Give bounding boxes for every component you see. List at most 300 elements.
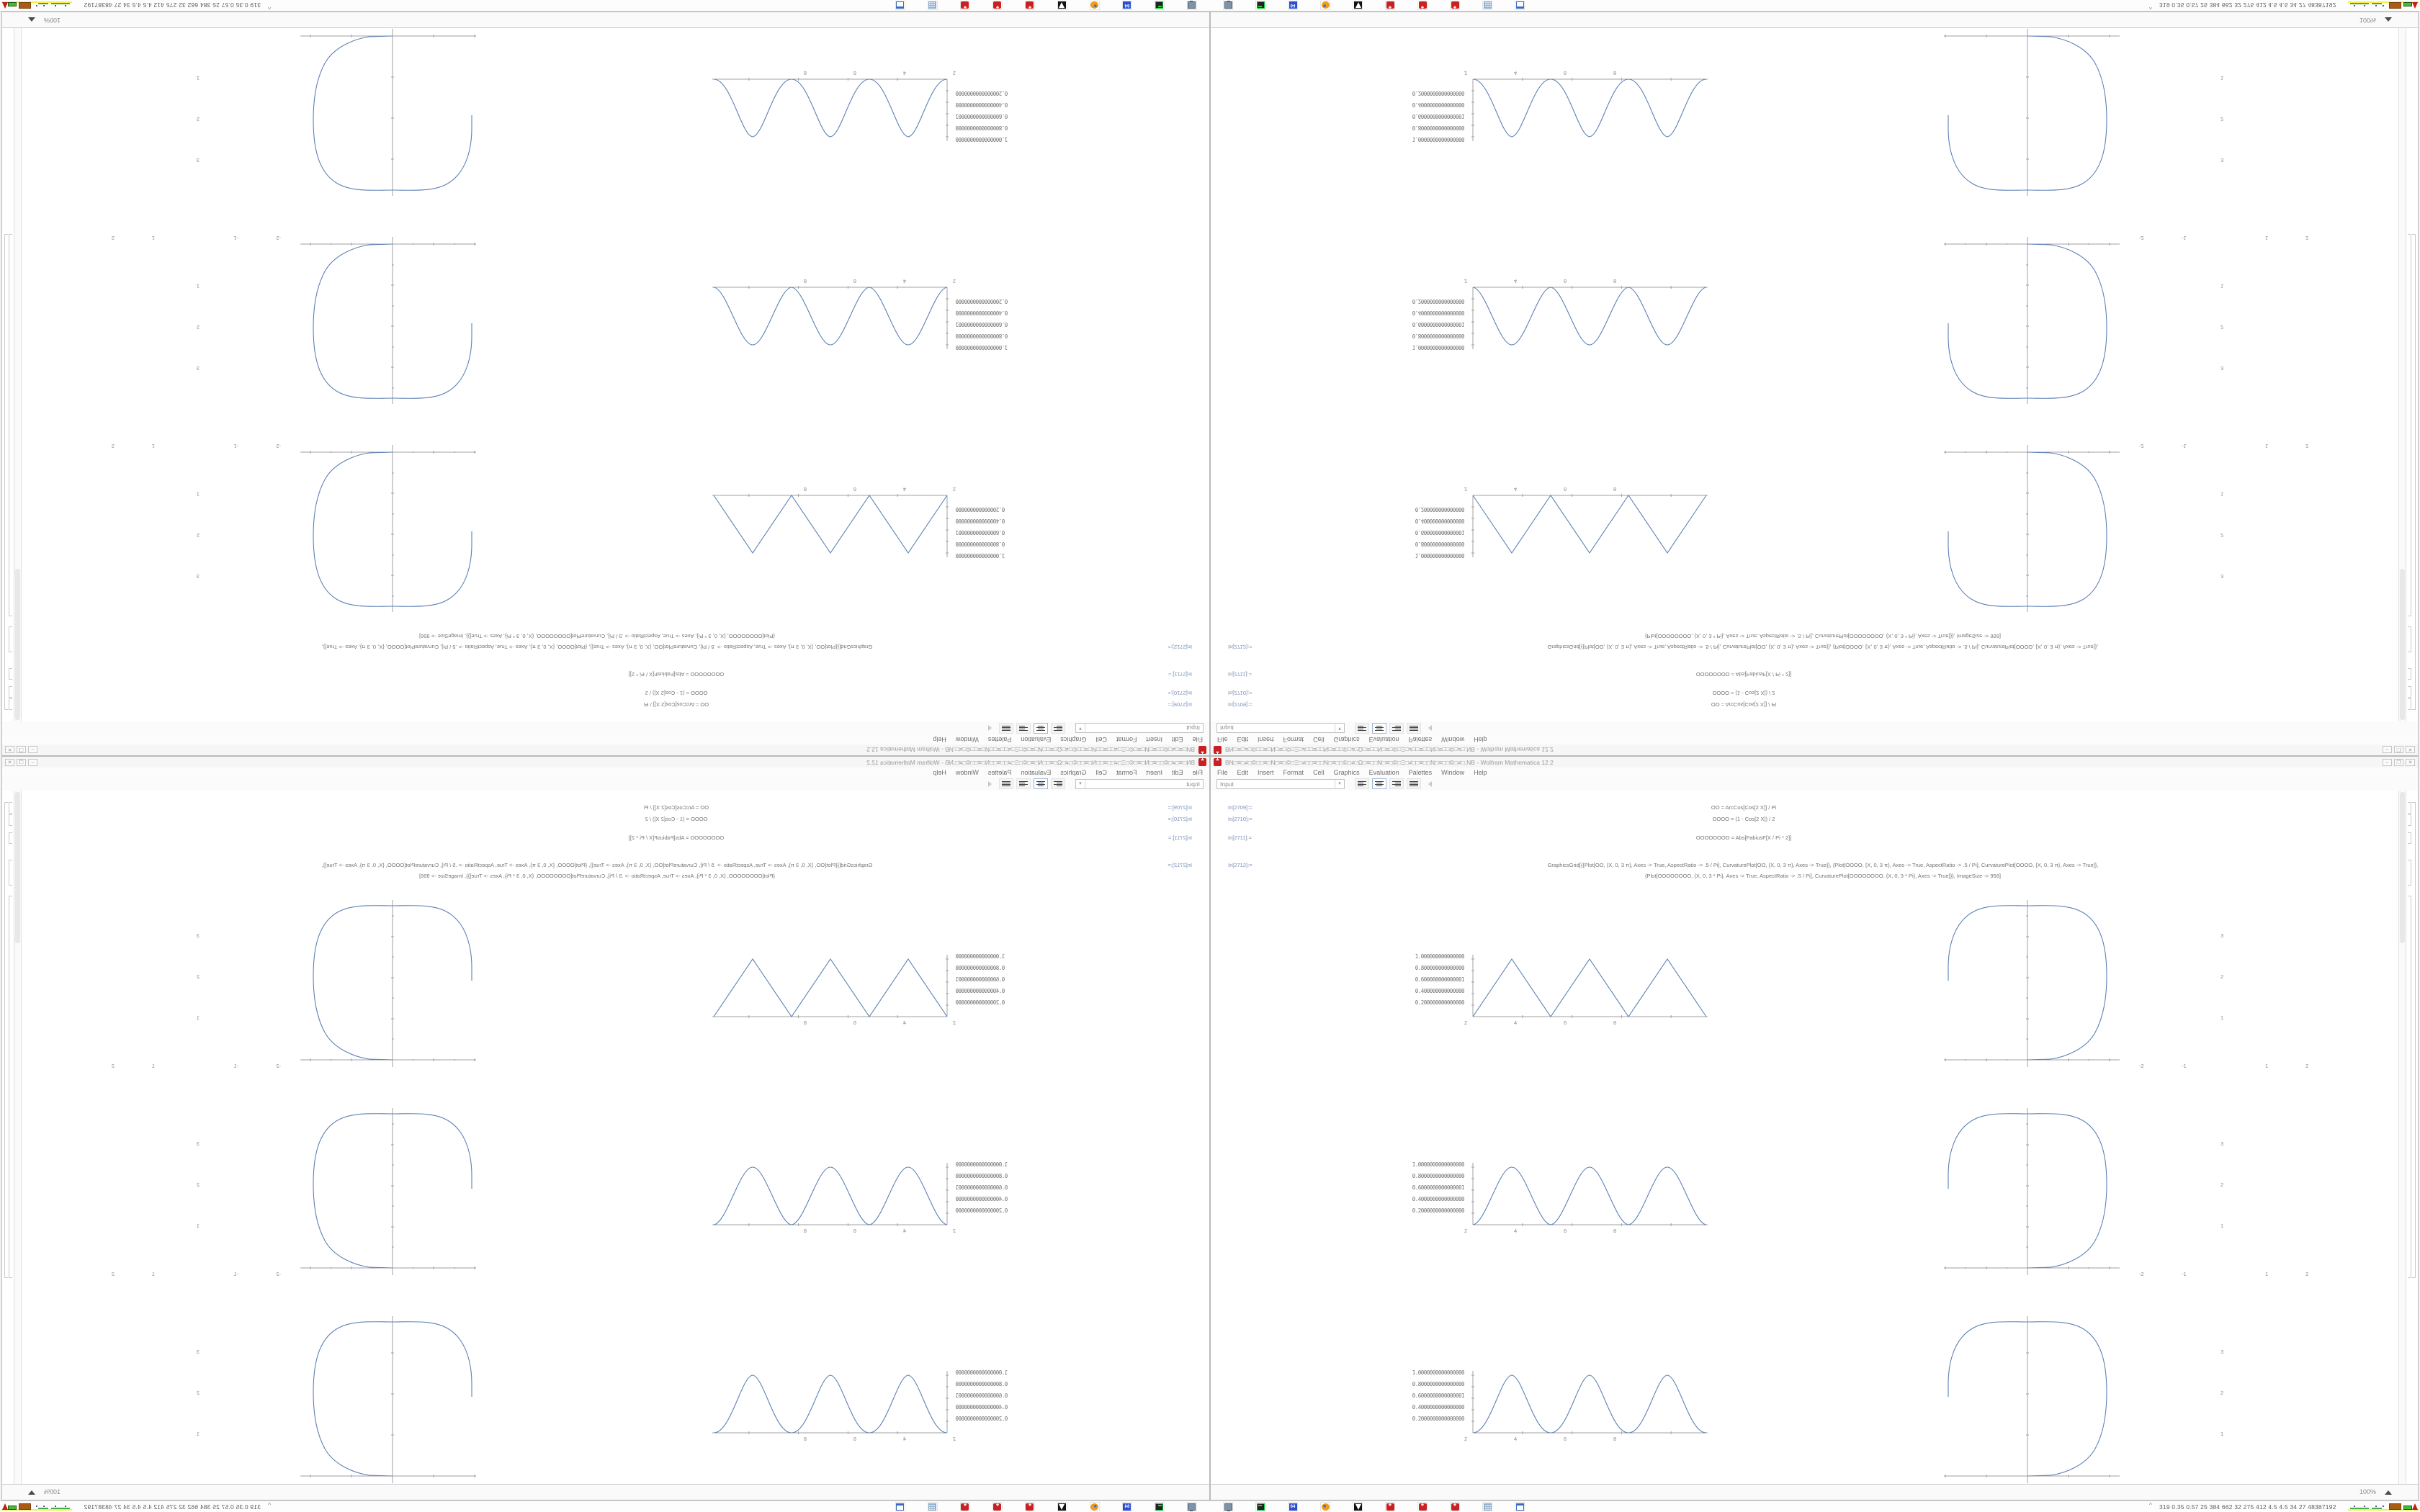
magnification-menu-icon[interactable] <box>28 17 35 22</box>
graphics-grid-row <box>21 26 1209 200</box>
sq-y-tick: 1 <box>2220 1223 2224 1229</box>
menu-insert[interactable]: Insert <box>1146 736 1162 744</box>
cell-bracket[interactable] <box>9 860 12 886</box>
in-label: In[2712]:= <box>1168 862 1192 868</box>
taskbar-red-gear-icon[interactable]: * <box>992 1 1003 10</box>
sq-y-tick: 2 <box>2220 532 2224 539</box>
cell-bracket[interactable] <box>9 802 12 814</box>
notebook-content[interactable] <box>2 26 1209 721</box>
sq-x-tick: -1 <box>2182 443 2187 449</box>
vertical-scrollbar[interactable] <box>2398 791 2406 1486</box>
align-left-button[interactable] <box>1051 723 1065 734</box>
minimize-button[interactable]: – <box>28 747 37 754</box>
tray-expander-icon[interactable]: ^ <box>268 4 271 10</box>
restore-button[interactable]: ❐ <box>2394 759 2403 766</box>
menu-format[interactable]: Format <box>1283 768 1304 776</box>
y-tick-label: 0.6000000000000001 <box>956 1184 1008 1191</box>
cell-group-bracket[interactable] <box>2412 802 2416 1278</box>
menu-insert[interactable]: Insert <box>1146 768 1162 776</box>
scrollbar-thumb[interactable] <box>15 569 20 720</box>
taskbar-terminal-icon[interactable] <box>1255 1 1265 10</box>
align-center-button[interactable] <box>1034 778 1048 789</box>
taskbar-calculator-icon[interactable] <box>928 1 938 10</box>
y-tick-label: 0.4000000000000000 <box>1412 310 1464 316</box>
menu-window[interactable]: Window <box>955 768 979 776</box>
input-cell-code[interactable]: {Plot[OOOOOOOO, {X, 0, 3 * Pi}, Axes -> True, AspectRatio -> .5 / Pi], CurvaturePlot[OOOOOOOO, {X, 0, 3 * Pi}, Axes -> True]}}, ImageSize -> 956] <box>419 873 775 879</box>
menu-graphics[interactable]: Graphics <box>1333 768 1360 776</box>
curvature-plot <box>1942 214 2123 408</box>
cell-bracket[interactable] <box>2408 860 2411 886</box>
cell-style-dropdown[interactable] <box>1075 779 1204 789</box>
x-tick-label: 6 <box>853 70 856 76</box>
align-justify-button[interactable] <box>1407 723 1421 734</box>
menu-window[interactable]: Window <box>1441 768 1465 776</box>
sq-y-tick: 3 <box>196 573 200 580</box>
taskbar-red-gear-icon[interactable]: * <box>960 1 970 10</box>
cell-style-value: Input <box>1220 724 1234 732</box>
magnification-value[interactable]: 100% <box>44 1488 61 1495</box>
y-tick-label: 0.200000000000000 <box>1415 999 1464 1006</box>
tray-meter-green <box>8 2 17 6</box>
x-tick-label: 4 <box>902 486 906 492</box>
cpu-graph-green <box>38 1508 48 1509</box>
graphics-grid-row <box>1211 408 2399 616</box>
taskbar-black-diamond-icon[interactable] <box>1057 1502 1067 1511</box>
desktop-taskbar <box>0 1500 1210 1512</box>
menu-window[interactable]: Window <box>955 736 979 744</box>
output-cell-bracket[interactable] <box>9 234 12 616</box>
taskbar-monitor-icon[interactable] <box>1223 1502 1233 1511</box>
input-cell-code[interactable]: OOOOOOOO = Abs[FabiusF[X / Pi * 2]] <box>628 834 725 841</box>
format-toolbar <box>2 721 1209 735</box>
input-cell-code[interactable]: GraphicsGrid[{{Plot[OO, {X, 0, 3 π}, Axes -> True, AspectRatio -> .5 / Pi], CurvaturePlot[OO, {X, 0, 3 π}, Axes -> True]}, {Plot[OOOO, {X, 0, 3 π}, Axes -> True, AspectRatio -> .5 / Pi], CurvaturePlot[OOOO, {X, 0, 3 π}, Axes -> True]}, <box>1547 644 2099 650</box>
menu-cell[interactable]: Cell <box>1095 736 1107 744</box>
sq-x-tick: -1 <box>2182 235 2187 241</box>
menu-palettes[interactable]: Palettes <box>987 736 1012 744</box>
menu-window[interactable]: Window <box>1441 736 1465 744</box>
x-tick-label: 8 <box>1613 278 1617 284</box>
taskbar-red-gear-icon[interactable]: * <box>1450 1 1460 10</box>
taskbar-floppy-64-icon[interactable]: 64 <box>1122 1502 1132 1511</box>
taskbar-firefox-icon[interactable] <box>1090 1 1100 10</box>
system-stats-text: 319 0.35 0.57 25 384 662 32 275 412 4.5 4.5 34 27 48387192 <box>84 1 261 9</box>
menu-help[interactable]: Help <box>933 768 946 776</box>
graph-dot-purple <box>2375 1506 2377 1507</box>
taskbar-calculator-icon[interactable] <box>928 1502 938 1511</box>
desktop-taskbar <box>0 0 1210 12</box>
align-right-button[interactable] <box>1389 778 1404 789</box>
mathematica-app-icon: * <box>1198 758 1206 766</box>
align-center-button[interactable] <box>1372 723 1386 734</box>
cpu-graph-green <box>51 1508 70 1509</box>
system-tray-graphs <box>0 1 72 11</box>
x-tick-label: 8 <box>1613 1020 1617 1026</box>
input-cell-code[interactable]: OOOO = (1 - Cos[2 X]) / 2 <box>1712 816 1775 822</box>
scrollbar-thumb[interactable] <box>2400 569 2405 720</box>
cell-style-dropdown[interactable] <box>1216 724 1345 734</box>
align-left-button[interactable] <box>1355 778 1369 789</box>
menu-cell[interactable]: Cell <box>1313 736 1325 744</box>
align-justify-button[interactable] <box>1407 778 1421 789</box>
sq-x-tick: -1 <box>233 1271 238 1277</box>
y-tick-label: 0.8000000000000000 <box>1412 333 1464 339</box>
fabius-plot <box>711 1369 956 1441</box>
menu-help[interactable]: Help <box>1474 768 1487 776</box>
chevron-down-icon[interactable]: ▾ <box>1076 780 1085 788</box>
sq-y-tick: 1 <box>196 1431 200 1437</box>
input-cell-code[interactable]: {Plot[OOOOOOOO, {X, 0, 3 * Pi}, Axes -> True, AspectRatio -> .5 / Pi], CurvaturePlot[OOOOOOOO, {X, 0, 3 * Pi}, Axes -> True]}}, ImageSize -> 956] <box>419 633 775 639</box>
taskbar-calculator-icon[interactable] <box>1482 1502 1492 1511</box>
sq-y-tick: 3 <box>2220 573 2224 580</box>
window-titlebar[interactable] <box>2 744 1209 755</box>
magnification-value[interactable]: 100% <box>2359 17 2376 24</box>
menu-cell[interactable]: Cell <box>1095 768 1107 776</box>
graphics-grid-row <box>1211 1104 2399 1312</box>
input-cell-code[interactable]: GraphicsGrid[{{Plot[OO, {X, 0, 3 π}, Axes -> True, AspectRatio -> .5 / Pi], CurvaturePlot[OO, {X, 0, 3 π}, Axes -> True]}, {Plot[OOOO, {X, 0, 3 π}, Axes -> True, AspectRatio -> .5 / Pi], CurvaturePlot[OOOO, {X, 0, 3 π}, Axes -> True]}, <box>321 644 873 650</box>
notebook-content[interactable] <box>1211 791 2418 1486</box>
menu-format[interactable]: Format <box>1283 736 1304 744</box>
y-tick-label: 0.8000000000000000 <box>956 333 1008 339</box>
cell-bracket[interactable] <box>2408 698 2411 710</box>
window-titlebar[interactable] <box>1211 757 2418 768</box>
y-tick-label: 0.4000000000000000 <box>1412 1196 1464 1202</box>
align-left-button[interactable] <box>1355 723 1369 734</box>
sq-y-tick: 3 <box>196 157 200 163</box>
menu-help[interactable]: Help <box>1474 736 1487 744</box>
taskbar-red-gear-icon[interactable]: * <box>1025 1 1035 10</box>
graph-dot-purple <box>55 5 56 6</box>
input-cell-code[interactable]: OO = ArcCos[Cos[2 X]] / Pi <box>1711 701 1777 708</box>
y-tick-label: 0.4000000000000000 <box>956 1404 1008 1410</box>
menu-graphics[interactable]: Graphics <box>1060 768 1087 776</box>
y-tick-label: 0.2000000000000000 <box>956 90 1008 96</box>
vertical-scrollbar[interactable] <box>14 791 22 1486</box>
menu-edit[interactable]: Edit <box>1171 736 1183 744</box>
sq-y-tick: 2 <box>2220 324 2224 330</box>
window-titlebar[interactable] <box>1211 744 2418 755</box>
taskbar-firefox-icon[interactable] <box>1090 1502 1100 1511</box>
cell-bracket[interactable] <box>9 686 12 698</box>
taskbar-black-diamond-icon[interactable] <box>1353 1 1363 10</box>
x-tick-label: 2 <box>952 1436 956 1442</box>
y-tick-label: 0.800000000000000 <box>1415 541 1464 547</box>
menu-cell[interactable]: Cell <box>1313 768 1325 776</box>
sq-y-tick: 2 <box>196 324 200 330</box>
in-label: In[2711]:= <box>1168 671 1192 678</box>
format-toolbar <box>1211 721 2418 735</box>
input-cell-code[interactable]: OOOOOOOO = Abs[FabiusF[X / Pi * 2]] <box>1695 671 1792 678</box>
graphics-grid-row <box>1211 896 2399 1104</box>
system-tray-graphs <box>0 1501 72 1511</box>
input-cell-code[interactable]: OOOO = (1 - Cos[2 X]) / 2 <box>1712 690 1775 696</box>
in-label: In[2709]:= <box>1228 701 1252 708</box>
vertical-scrollbar[interactable] <box>14 26 22 721</box>
y-tick-label: 0.4000000000000000 <box>956 102 1008 108</box>
collapse-toolbar-icon[interactable] <box>988 781 992 787</box>
y-tick-label: 0.2000000000000000 <box>1412 90 1464 96</box>
input-cell-code[interactable]: OOOOOOOO = Abs[FabiusF[X / Pi * 2]] <box>628 671 725 678</box>
x-tick-label: 2 <box>1464 1228 1468 1234</box>
cell-bracket[interactable] <box>9 814 12 826</box>
y-tick-labels <box>956 494 1028 559</box>
sq-y-tick: 2 <box>2220 116 2224 122</box>
taskbar-red-gear-icon[interactable]: * <box>1385 1 1395 10</box>
align-right-button[interactable] <box>1016 723 1031 734</box>
tray-flame-red <box>2412 1503 2418 1510</box>
close-button[interactable]: ✕ <box>2406 747 2415 754</box>
cell-bracket[interactable] <box>2408 802 2411 814</box>
close-button[interactable]: ✕ <box>5 759 14 766</box>
cell-group-bracket[interactable] <box>4 802 8 1278</box>
graph-dot-purple <box>65 5 66 6</box>
align-center-button[interactable] <box>1034 723 1048 734</box>
menu-insert[interactable]: Insert <box>1258 768 1274 776</box>
sq-y-tick: 2 <box>196 973 200 980</box>
taskbar-terminal-icon[interactable] <box>1155 1502 1165 1511</box>
taskbar-red-gear-icon[interactable]: * <box>1385 1502 1395 1511</box>
tray-meter-green <box>8 1506 17 1510</box>
y-tick-label: 1.000000000000000 <box>1415 552 1464 559</box>
system-tray-graphs <box>2348 1 2420 11</box>
taskbar-red-gear-icon[interactable]: * <box>992 1502 1003 1511</box>
cell-style-dropdown[interactable] <box>1075 724 1204 734</box>
notebook-content[interactable] <box>1211 26 2418 721</box>
mathematica-app-icon: * <box>1198 746 1206 754</box>
taskbar-red-gear-icon[interactable]: * <box>1025 1502 1035 1511</box>
taskbar-floppy-64-icon[interactable]: 64 <box>1288 1 1298 10</box>
input-cell-code[interactable]: GraphicsGrid[{{Plot[OO, {X, 0, 3 π}, Axes -> True, AspectRatio -> .5 / Pi], CurvaturePlot[OO, {X, 0, 3 π}, Axes -> True]}, {Plot[OOOO, {X, 0, 3 π}, Axes -> True, AspectRatio -> .5 / Pi], CurvaturePlot[OOOO, {X, 0, 3 π}, Axes -> True]}, <box>321 862 873 868</box>
magnification-value[interactable]: 100% <box>44 17 61 24</box>
taskbar-calculator-icon[interactable] <box>1482 1 1492 10</box>
vertical-scrollbar[interactable] <box>2398 26 2406 721</box>
cell-bracket[interactable] <box>2408 814 2411 826</box>
chevron-down-icon[interactable]: ▾ <box>1335 780 1344 788</box>
cell-bracket[interactable] <box>9 832 12 844</box>
sq-x-tick: 1 <box>151 235 155 241</box>
taskbar-monitor-icon[interactable] <box>1187 1 1197 10</box>
input-cell-code[interactable]: OOOO = (1 - Cos[2 X]) / 2 <box>645 816 708 822</box>
window-statusbar <box>1211 12 2418 28</box>
input-cell-code[interactable]: GraphicsGrid[{{Plot[OO, {X, 0, 3 π}, Axes -> True, AspectRatio -> .5 / Pi], CurvaturePlot[OO, {X, 0, 3 π}, Axes -> True]}, {Plot[OOOO, {X, 0, 3 π}, Axes -> True, AspectRatio -> .5 / Pi], CurvaturePlot[OOOO, {X, 0, 3 π}, Axes -> True]}, <box>1547 862 2099 868</box>
magnification-menu-icon[interactable] <box>28 1490 35 1495</box>
sq-x-tick: -1 <box>2182 1063 2187 1069</box>
curvature-plot <box>297 1104 478 1298</box>
window-statusbar <box>2 1484 1209 1500</box>
taskbar-floppy-64-icon[interactable]: 64 <box>1122 1 1132 10</box>
input-cell-code[interactable]: OO = ArcCos[Cos[2 X]] / Pi <box>643 804 709 811</box>
cell-style-dropdown[interactable] <box>1216 779 1345 789</box>
menu-palettes[interactable]: Palettes <box>1408 768 1433 776</box>
x-tick-label: 4 <box>902 1020 906 1026</box>
y-tick-label: 1.000000000000000 <box>956 552 1005 559</box>
taskbar-red-gear-icon[interactable]: * <box>1450 1502 1460 1511</box>
y-tick-label: 0.8000000000000000 <box>1412 1173 1464 1179</box>
x-tick-label: 4 <box>1514 70 1518 76</box>
menu-file[interactable]: File <box>1192 768 1203 776</box>
taskbar-black-diamond-icon[interactable] <box>1353 1502 1363 1511</box>
collapse-toolbar-icon[interactable] <box>1428 726 1432 732</box>
y-tick-labels <box>1392 78 1464 143</box>
menu-evaluation[interactable]: Evaluation <box>1021 736 1052 744</box>
input-cell-code[interactable]: {Plot[OOOOOOOO, {X, 0, 3 * Pi}, Axes -> True, AspectRatio -> .5 / Pi], CurvaturePlot[OOOOOOOO, {X, 0, 3 * Pi}, Axes -> True]}}, ImageSize -> 956] <box>1645 873 2001 879</box>
y-tick-label: 0.200000000000000 <box>1415 506 1464 513</box>
menu-evaluation[interactable]: Evaluation <box>1021 768 1052 776</box>
minimize-button[interactable]: – <box>2383 747 2392 754</box>
close-button[interactable]: ✕ <box>2406 759 2415 766</box>
sq-y-tick: 1 <box>2220 1431 2224 1437</box>
align-right-button[interactable] <box>1016 778 1031 789</box>
menu-file[interactable]: File <box>1217 736 1228 744</box>
cell-bracket[interactable] <box>2408 686 2411 698</box>
sq-x-tick: 2 <box>111 443 115 449</box>
magnification-menu-icon[interactable] <box>2385 17 2392 22</box>
taskbar-firefox-icon[interactable] <box>1320 1502 1330 1511</box>
menu-file[interactable]: File <box>1217 768 1228 776</box>
magnification-menu-icon[interactable] <box>2385 1490 2392 1495</box>
x-tick-label: 4 <box>902 70 906 76</box>
taskbar-terminal-icon[interactable] <box>1255 1502 1265 1511</box>
taskbar-monitor-icon[interactable] <box>1187 1502 1197 1511</box>
menu-evaluation[interactable]: Evaluation <box>1368 768 1399 776</box>
menu-graphics[interactable]: Graphics <box>1060 736 1087 744</box>
scrollbar-thumb[interactable] <box>15 792 20 943</box>
menu-insert[interactable]: Insert <box>1258 736 1274 744</box>
y-tick-labels <box>1392 494 1464 559</box>
taskbar-floppy-64-icon[interactable]: 64 <box>1288 1502 1298 1511</box>
cell-bracket[interactable] <box>9 698 12 710</box>
graphics-grid-row <box>1211 200 2399 408</box>
input-cell-code[interactable]: OOOOOOOO = Abs[FabiusF[X / Pi * 2]] <box>1695 834 1792 841</box>
sq-x-tick: -1 <box>2182 1271 2187 1277</box>
align-left-button[interactable] <box>1051 778 1065 789</box>
tray-meter-brown <box>19 2 31 9</box>
menu-graphics[interactable]: Graphics <box>1333 736 1360 744</box>
graphics-grid-row <box>1211 1312 2399 1486</box>
y-tick-label: 0.6000000000000001 <box>956 113 1008 120</box>
taskbar-black-diamond-icon[interactable] <box>1057 1 1067 10</box>
y-tick-label: 1.0000000000000000 <box>956 136 1008 143</box>
magnification-value[interactable]: 100% <box>2359 1488 2376 1495</box>
in-label: In[2709]:= <box>1228 804 1252 811</box>
graph-dot-purple <box>2383 5 2384 6</box>
align-justify-button[interactable] <box>999 778 1013 789</box>
menu-edit[interactable]: Edit <box>1171 768 1183 776</box>
output-cell-bracket[interactable] <box>2408 896 2411 1278</box>
taskbar-window-icon[interactable] <box>1515 1 1525 10</box>
fabius-plot <box>1464 1369 1709 1441</box>
taskbar-red-gear-icon[interactable]: * <box>1417 1 1428 10</box>
minimize-button[interactable]: – <box>28 759 37 766</box>
collapse-toolbar-icon[interactable] <box>988 726 992 732</box>
y-tick-label: 0.600000000000001 <box>1415 976 1464 983</box>
menu-palettes[interactable]: Palettes <box>1408 736 1433 744</box>
collapse-toolbar-icon[interactable] <box>1428 781 1432 787</box>
input-cell-code[interactable]: OOOO = (1 - Cos[2 X]) / 2 <box>645 690 708 696</box>
tray-expander-icon[interactable]: ^ <box>2149 1502 2152 1508</box>
cell-bracket[interactable] <box>9 668 12 680</box>
x-tick-label: 4 <box>1514 278 1518 284</box>
taskbar-window-icon[interactable] <box>895 1 905 10</box>
format-toolbar <box>2 777 1209 791</box>
taskbar-terminal-icon[interactable] <box>1155 1 1165 10</box>
input-cell-code[interactable]: OO = ArcCos[Cos[2 X]] / Pi <box>1711 804 1777 811</box>
format-toolbar <box>1211 777 2418 791</box>
menu-edit[interactable]: Edit <box>1237 736 1249 744</box>
notebook-content[interactable] <box>2 791 1209 1486</box>
sq-x-tick: 2 <box>2305 1271 2309 1277</box>
tray-flame-red <box>2 2 8 9</box>
cell-bracket[interactable] <box>9 626 12 652</box>
menu-format[interactable]: Format <box>1116 768 1137 776</box>
x-tick-label: 4 <box>1514 1436 1518 1442</box>
menu-edit[interactable]: Edit <box>1237 768 1249 776</box>
menubar <box>2 734 1209 744</box>
input-cell-code[interactable]: OO = ArcCos[Cos[2 X]] / Pi <box>643 701 709 708</box>
cell-bracket[interactable] <box>2408 832 2411 844</box>
align-center-button[interactable] <box>1372 778 1386 789</box>
y-tick-labels <box>1392 953 1464 1018</box>
menu-palettes[interactable]: Palettes <box>987 768 1012 776</box>
tray-expander-icon[interactable]: ^ <box>268 1502 271 1508</box>
output-cell-bracket[interactable] <box>2408 234 2411 616</box>
sq-y-tick: 3 <box>2220 365 2224 372</box>
restore-button[interactable]: ❐ <box>2394 747 2403 754</box>
cell-group-bracket[interactable] <box>2412 234 2416 710</box>
taskbar-monitor-icon[interactable] <box>1223 1 1233 10</box>
sq-y-tick: 2 <box>2220 1182 2224 1188</box>
cell-bracket[interactable] <box>2408 626 2411 652</box>
y-tick-label: 0.800000000000000 <box>956 965 1005 971</box>
y-tick-label: 0.800000000000000 <box>956 541 1005 547</box>
restore-button[interactable]: ❐ <box>17 747 26 754</box>
chevron-down-icon[interactable]: ▾ <box>1076 724 1085 733</box>
in-label: In[2711]:= <box>1228 671 1252 678</box>
taskbar-red-gear-icon[interactable]: * <box>1417 1502 1428 1511</box>
taskbar-firefox-icon[interactable] <box>1320 1 1330 10</box>
cell-group-bracket[interactable] <box>4 234 8 710</box>
align-justify-button[interactable] <box>999 723 1013 734</box>
minimize-button[interactable]: – <box>2383 759 2392 766</box>
menu-file[interactable]: File <box>1192 736 1203 744</box>
tray-expander-icon[interactable]: ^ <box>2149 4 2152 10</box>
sq-y-tick: 3 <box>196 1140 200 1147</box>
menu-format[interactable]: Format <box>1116 736 1137 744</box>
chevron-down-icon[interactable]: ▾ <box>1335 724 1344 733</box>
x-tick-label: 6 <box>1564 1020 1567 1026</box>
window-titlebar[interactable] <box>2 757 1209 768</box>
menu-help[interactable]: Help <box>933 736 946 744</box>
restore-button[interactable]: ❐ <box>17 759 26 766</box>
cell-bracket[interactable] <box>2408 668 2411 680</box>
input-cell-code[interactable]: {Plot[OOOOOOOO, {X, 0, 3 * Pi}, Axes -> True, AspectRatio -> .5 / Pi], CurvaturePlot[OOOOOOOO, {X, 0, 3 * Pi}, Axes -> True]}}, ImageSize -> 956] <box>1645 633 2001 639</box>
tray-meter-green <box>2403 2 2412 6</box>
output-cell-bracket[interactable] <box>9 896 12 1278</box>
close-button[interactable]: ✕ <box>5 747 14 754</box>
menu-evaluation[interactable]: Evaluation <box>1368 736 1399 744</box>
taskbar-window-icon[interactable] <box>1515 1502 1525 1511</box>
curvature-plot <box>1942 422 2123 616</box>
x-tick-label: 6 <box>853 278 856 284</box>
scrollbar-thumb[interactable] <box>2400 792 2405 943</box>
taskbar-window-icon[interactable] <box>895 1502 905 1511</box>
sq-y-tick: 1 <box>2220 283 2224 289</box>
taskbar-red-gear-icon[interactable]: * <box>960 1502 970 1511</box>
menubar <box>1211 768 2418 778</box>
curvature-plot <box>1942 26 2123 200</box>
x-tick-label: 6 <box>853 1228 856 1234</box>
graphics-grid-row <box>1211 26 2399 200</box>
align-right-button[interactable] <box>1389 723 1404 734</box>
